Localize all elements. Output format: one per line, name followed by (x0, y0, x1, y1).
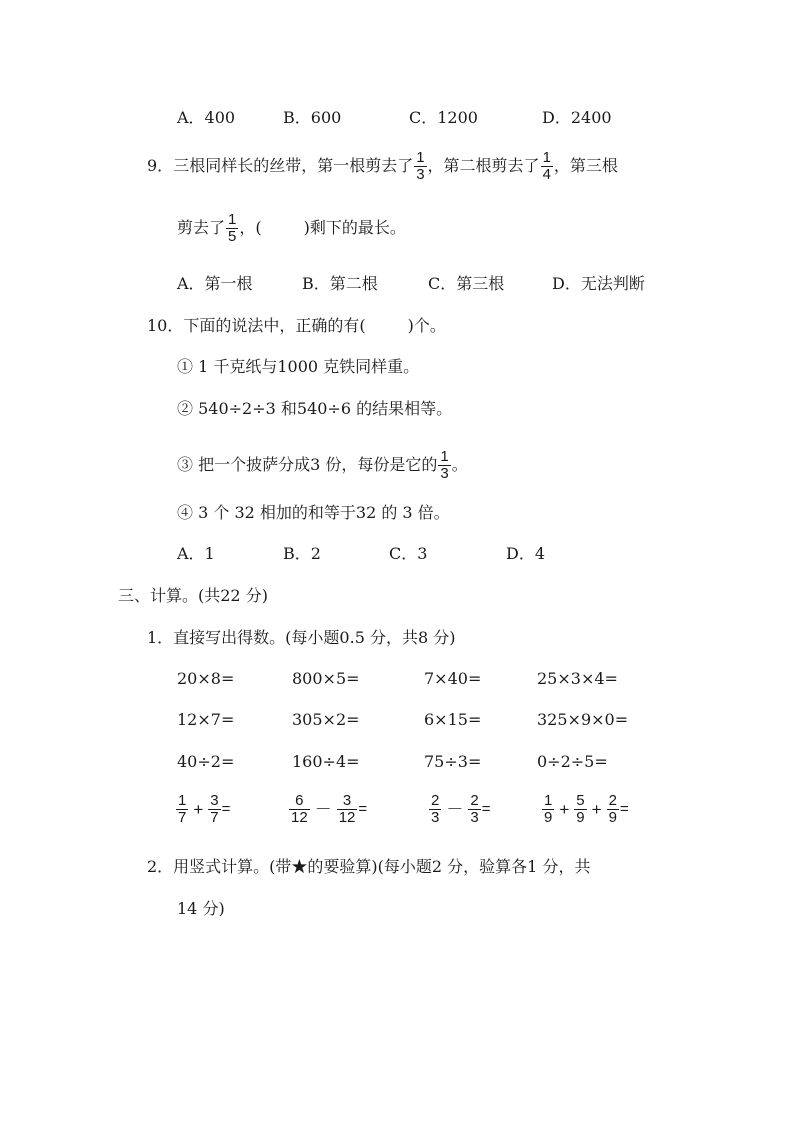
fraction: $\frac{6}{12}$ (291, 792, 308, 826)
statement-1: ① 1 千克纸与1000 克铁同样重。 (177, 357, 420, 376)
option-b: B．600 (283, 108, 342, 127)
calc-item: 160÷4= (292, 752, 360, 771)
option-d: D．4 (506, 544, 546, 563)
fraction-expression-1 (175, 793, 230, 826)
subsection-1-title: 1．直接写出得数。(每小题0.5 分，共8 分) (147, 628, 456, 647)
fraction-expression-2 (288, 793, 367, 826)
question-text: )剩下的最长。 (303, 218, 406, 237)
plus-operator: + (559, 799, 570, 819)
subsection-2-title: 2．用竖式计算。(带★的要验算)(每小题2 分，验算各1 分，共 (147, 857, 591, 876)
fraction-one-fifth: $\frac{1}{5}$ (228, 211, 237, 245)
option-c: C．1200 (409, 108, 478, 127)
statement-2: ② 540÷2÷3 和540÷6 的结果相等。 (177, 399, 453, 418)
fraction: $\frac{1}{7}$ (178, 792, 187, 826)
calc-item: 0÷2÷5= (537, 752, 608, 771)
question-text: ，第三根 (553, 156, 618, 175)
statement-4: ④ 3 个 32 相加的和等于32 的 3 倍。 (177, 503, 450, 522)
equals-sign: = (358, 800, 368, 818)
calc-item: 20×8= (177, 669, 235, 688)
question-text: 10．下面的说法中，正确的有( (147, 316, 366, 335)
calc-item: 12×7= (177, 710, 235, 729)
fraction-one-third: $\frac{1}{3}$ (440, 448, 449, 482)
fraction: $\frac{2}{3}$ (431, 792, 440, 826)
calc-item: 25×3×4= (537, 669, 618, 688)
option-b: B．2 (283, 544, 321, 563)
fraction: $\frac{2}{3}$ (470, 792, 479, 826)
equals-sign: = (221, 800, 231, 818)
statement-text: 。 (451, 455, 468, 474)
fraction: $\frac{2}{9}$ (608, 792, 617, 826)
option-c: C．第三根 (428, 274, 505, 293)
calc-item: 75÷3= (424, 752, 482, 771)
fraction: $\frac{3}{12}$ (338, 792, 356, 826)
option-c: C．3 (389, 544, 428, 563)
minus-operator: － (446, 799, 464, 819)
equals-sign: = (619, 800, 629, 818)
question-number: 9． (147, 156, 174, 175)
calc-item: 800×5= (292, 669, 360, 688)
calc-item: 305×2= (292, 710, 360, 729)
minus-operator: － (314, 799, 332, 819)
option-b: B．第二根 (302, 274, 378, 293)
statement-text: ③ 把一个披萨分成3 份，每份是它的 (177, 455, 438, 474)
option-d: D．2400 (542, 108, 612, 127)
calc-item: 6×15= (424, 710, 482, 729)
fraction-expression-4 (541, 793, 629, 826)
question-text: )个。 (407, 316, 446, 335)
plus-operator: + (591, 799, 602, 819)
calc-item: 325×9×0= (537, 710, 629, 729)
question-text: ，第二根剪去了 (427, 156, 540, 175)
option-a: A．1 (177, 544, 215, 563)
subsection-2-title-cont: 14 分) (177, 899, 225, 918)
question-text: ，( (239, 218, 262, 237)
question-10-stem (147, 316, 446, 336)
fraction: $\frac{5}{9}$ (576, 792, 585, 826)
fraction-expression-3 (428, 793, 490, 826)
statement-3 (177, 449, 468, 482)
option-a: A．第一根 (177, 274, 253, 293)
equals-sign: = (481, 800, 491, 818)
question-text: 三根同样长的丝带，第一根剪去了 (173, 156, 414, 175)
section-title: 三、计算。(共22 分) (118, 586, 268, 605)
fraction-one-third: $\frac{1}{3}$ (416, 149, 425, 183)
question-text: 剪去了 (177, 218, 226, 237)
fraction-one-quarter: $\frac{1}{4}$ (542, 149, 551, 183)
option-a: A．400 (177, 108, 236, 127)
fraction: $\frac{1}{9}$ (544, 792, 553, 826)
calc-item: 7×40= (424, 669, 482, 688)
fraction: $\frac{3}{7}$ (210, 792, 219, 826)
option-d: D．无法判断 (552, 274, 645, 293)
question-9-line2 (177, 212, 406, 245)
question-9-line1 (147, 150, 618, 183)
plus-operator: + (193, 799, 204, 819)
calc-item: 40÷2= (177, 752, 235, 771)
